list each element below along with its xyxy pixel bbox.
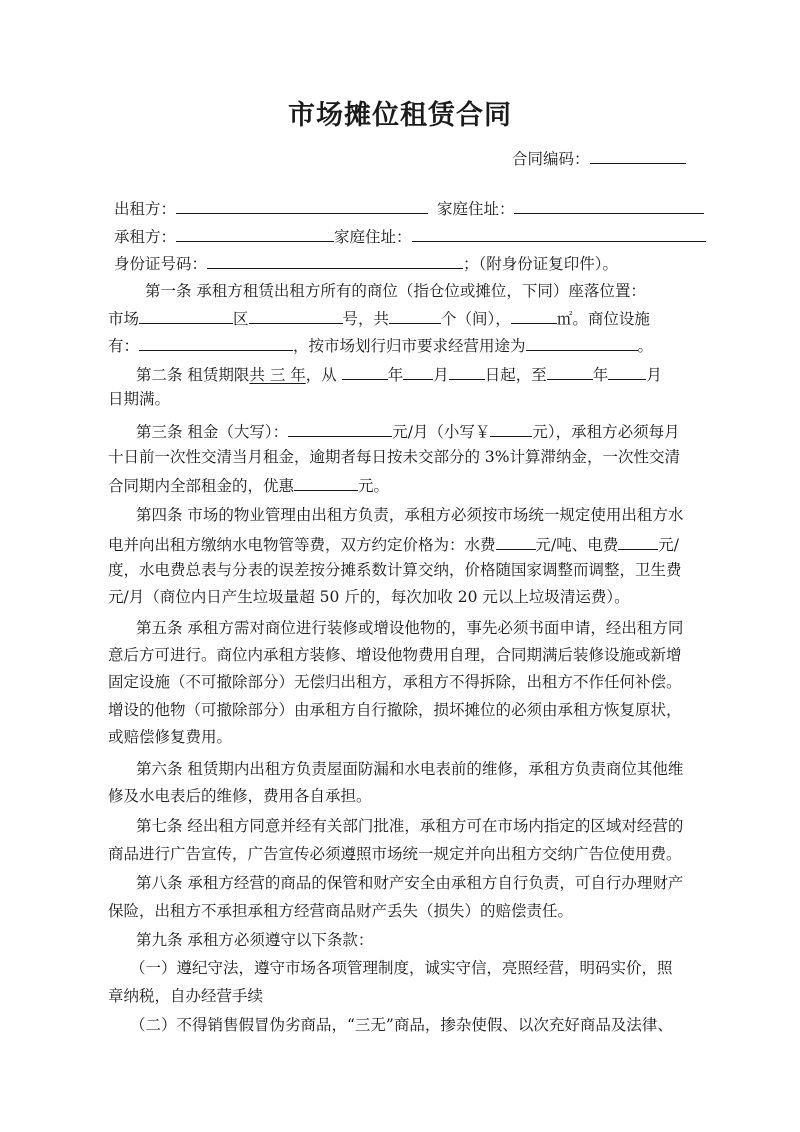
article-1-line-2	[108, 306, 650, 330]
article-1-line-1: 第一条 承租方租赁出租方所有的商位（指仓位或摊位，下同）座落位置：	[145, 282, 646, 300]
contract-number-row	[512, 146, 686, 170]
lessee-address-blank[interactable]	[412, 224, 706, 242]
use-blank[interactable]	[526, 333, 638, 351]
use-label: ，按市场划行归市要求经营用途为	[293, 337, 526, 355]
units-label: 个（间），	[441, 310, 511, 328]
article-8-line-1: 第八条 承租方经营的商品的保管和财产安全由承租方自行负责，可自行办理财产	[136, 874, 684, 892]
lessor-row	[114, 196, 704, 220]
lessee-address-label: 家庭住址：	[334, 228, 412, 246]
month-label-2: 月	[646, 366, 662, 384]
term-label: 第二条 租赁期限	[136, 366, 250, 384]
lessee-label: 承租方：	[114, 228, 177, 246]
lessee-name-blank[interactable]	[176, 224, 334, 242]
contract-number-blank[interactable]	[590, 146, 686, 164]
district-label: 区	[233, 310, 249, 328]
article-4-line-3: 度，水电费总表与分表的误差按分摊系数计算交纳，价格随国家调整而调整，卫生费	[108, 561, 682, 579]
article-5-line-1: 第五条 承租方需对商位进行装修或增设他物的，事先必须书面申请，经出租方同	[136, 619, 684, 637]
lessee-row	[114, 224, 706, 248]
discount-unit: 元。	[358, 477, 390, 495]
month-label: 月	[433, 366, 449, 384]
end-month-blank[interactable]	[608, 362, 646, 380]
area-blank[interactable]	[511, 306, 557, 324]
article-4-line-2	[108, 532, 679, 556]
lessor-label: 出租方：	[114, 200, 177, 218]
rent-post: 元），承租方必须每月	[532, 423, 680, 441]
from-label: ，从	[305, 366, 337, 384]
start-month-blank[interactable]	[403, 362, 433, 380]
lessor-name-blank[interactable]	[176, 196, 428, 214]
contract-number-label: 合同编码：	[512, 150, 590, 168]
district-blank[interactable]	[249, 306, 343, 324]
discount-label: 合同期内全部租金的，优惠	[108, 477, 295, 495]
article-3-line-3	[108, 473, 389, 497]
power-fee-blank[interactable]	[618, 532, 658, 550]
article-5-line-4: 增设的他物（可撤除部分）由承租方自行撤除，损坏摊位的必须由承租方恢复原状，	[108, 701, 682, 719]
article-3-line-2: 十日前一次性交清当月租金，逾期者每日按未交部分的 3%计算滞纳金，一次性交清	[108, 448, 681, 466]
lessor-address-blank[interactable]	[514, 196, 704, 214]
discount-blank[interactable]	[294, 473, 358, 491]
area-label: ㎡。商位设施	[556, 310, 650, 328]
year-label-2: 年	[592, 366, 609, 384]
market-blank[interactable]	[139, 306, 233, 324]
id-number-label: 身份证号码：	[114, 255, 208, 273]
article-6-line-2: 修及水电表后的维修，费用各自承担。	[108, 787, 372, 805]
id-row	[114, 251, 618, 275]
market-label: 市场	[108, 310, 140, 328]
article-4-line-4: 元/月（商位内日产生垃圾量超 50 斤的，每次加收 20 元以上垃圾清运费）。	[108, 588, 630, 606]
start-label: 日起，至	[484, 366, 547, 384]
article-9-item-1-line-1: （一）遵纪守法，遵守市场各项管理制度，诚实守信，亮照经营，明码实价，照	[130, 959, 673, 977]
article-7-line-2: 商品进行广告宣传，广告宣传必须遵照市场统一规定并向出租方交纳广告位使用费。	[108, 845, 682, 863]
article-9-item-1-line-2: 章纳税，自办经营手续	[108, 987, 264, 1005]
facilities-label: 有：	[108, 337, 140, 355]
article-2-line-2: 日期满。	[108, 390, 171, 408]
water-fee-label: 电并向出租方缴纳水电物管等费，双方约定价格为：水费	[108, 536, 496, 554]
rent-label: 第三条 租金（大写）：	[136, 423, 289, 441]
water-fee-blank[interactable]	[496, 532, 536, 550]
id-note: ；（附身份证复印件）。	[463, 255, 619, 273]
facilities-blank[interactable]	[139, 333, 293, 351]
unit-count-blank[interactable]	[389, 306, 441, 324]
article-9-item-2-line-1: （二）不得销售假冒伪劣商品，“三无”商品，掺杂使假、以次充好商品及法律、	[130, 1016, 673, 1034]
start-day-blank[interactable]	[449, 362, 485, 380]
article-5-line-3: 固定设施（不可撤除部分）无偿归出租方，承租方不得拆除，出租方不作任何补偿。	[108, 673, 682, 691]
article-6-line-1: 第六条 租赁期内出租方负责屋面防漏和水电表前的维修，承租方负责商位其他维	[136, 760, 684, 778]
power-fee-label: 元/吨、电费	[535, 536, 619, 554]
term-value: 共 三 年	[249, 366, 306, 384]
document-title: 市场摊位租赁合同	[288, 100, 512, 131]
lessor-address-label: 家庭住址：	[436, 200, 515, 218]
article-1-line-3	[108, 333, 653, 357]
power-fee-unit: 元/	[658, 536, 679, 554]
article-2-line-1	[136, 362, 662, 386]
rent-mid: 元/月（小写￥	[392, 423, 491, 441]
article-3-line-1	[136, 419, 680, 443]
article-7-line-1: 第七条 经出租方同意并经有关部门批准，承租方可在市场内指定的区域对经营的	[136, 817, 684, 835]
period-mark: 。	[637, 337, 654, 355]
end-year-blank[interactable]	[547, 362, 593, 380]
article-5-line-5: 或赔偿修复费用。	[108, 728, 233, 746]
start-year-blank[interactable]	[342, 362, 388, 380]
rent-figure-blank[interactable]	[490, 419, 532, 437]
number-label: 号，共	[342, 310, 390, 328]
rent-words-blank[interactable]	[288, 419, 392, 437]
article-4-line-1: 第四条 市场的物业管理由出租方负责，承租方必须按市场统一规定使用出租方水	[136, 506, 684, 524]
id-number-blank[interactable]	[207, 251, 463, 269]
year-label: 年	[387, 366, 404, 384]
article-8-line-2: 保险，出租方不承担承租方经营商品财产丢失（损失）的赔偿责任。	[108, 902, 574, 920]
article-9-line-1: 第九条 承租方必须遵守以下条款：	[136, 931, 374, 949]
article-5-line-2: 意后方可进行。商位内承租方装修、增设他物费用自理，合同期满后装修设施或新增	[108, 646, 682, 664]
